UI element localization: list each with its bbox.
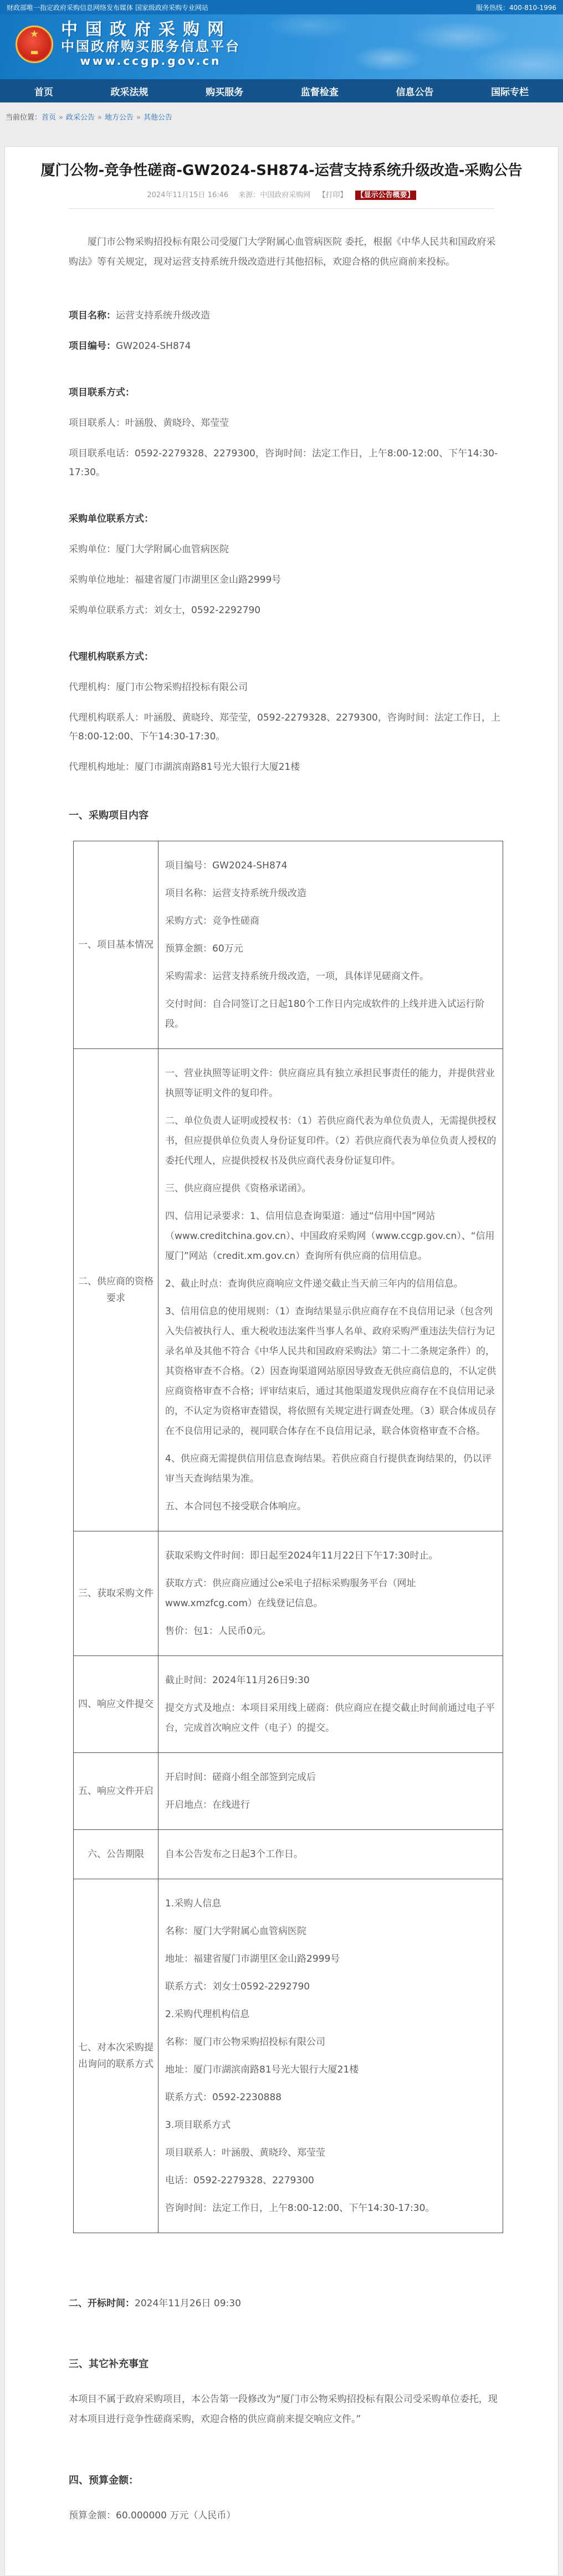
table-paragraph: 五、本合同包不接受联合体响应。 <box>165 1501 306 1512</box>
field-value: 叶涵殷、黄晓玲、郑莹莹，0592-2279328、2279300，咨询时间：法定工作日，上午8:00-12:00、下午14:30-17:30。 <box>69 712 500 742</box>
breadcrumb-link-3[interactable]: 其他公告 <box>143 114 172 122</box>
field-label: 代理机构： <box>69 682 116 693</box>
table-row-content <box>158 841 503 1049</box>
table-paragraph: 2、截止时点：查询供应商响应文件递交截止当天前三年内的信用信息。 <box>165 1278 463 1289</box>
field-row <box>69 601 503 620</box>
table-row-label: 七、对本次采购提出询问的联系方式 <box>74 1879 158 2233</box>
field-row <box>69 306 503 325</box>
breadcrumb-link-0[interactable]: 首页 <box>42 114 57 122</box>
table-paragraph: 地址：厦门市湖滨南路81号光大银行大厦21楼 <box>165 2064 359 2075</box>
bid-opening-time-label: 二、开标时间： <box>69 2298 135 2309</box>
field-row <box>69 708 503 746</box>
table-row <box>74 1049 503 1531</box>
table-row-label: 二、供应商的资格要求 <box>74 1049 158 1531</box>
page-title: 厦门公物-竞争性磋商-GW2024-SH874-运营支持系统升级改造-采购公告 <box>40 162 523 179</box>
table-paragraph: 采购需求：运营支持系统升级改造，一项，具体详见磋商文件。 <box>165 971 429 982</box>
table-paragraph: 预算金额：60万元 <box>165 943 243 954</box>
table-row <box>74 1830 503 1879</box>
field-label: 采购单位联系方式： <box>69 605 153 616</box>
breadcrumb-separator: » <box>98 114 102 122</box>
table-paragraph: 项目编号：GW2024-SH874 <box>165 860 288 871</box>
article-body <box>5 232 558 2526</box>
table-paragraph: 名称：厦门市公物采购招投标有限公司 <box>165 2037 325 2048</box>
table-paragraph: 采购方式：竞争性磋商 <box>165 916 259 927</box>
table-row <box>74 1879 503 2233</box>
table-paragraph: 联系方式：0592-2230888 <box>165 2092 282 2103</box>
source-prefix: 来源： <box>238 191 260 199</box>
table-paragraph: 获取采购文件时间：即日起至2024年11月22日下午17:30时止。 <box>165 1550 438 1561</box>
bid-opening-time-value: 2024年11月26日 09:30 <box>135 2298 241 2309</box>
field-row <box>69 647 503 666</box>
breadcrumb-link-1[interactable]: 政采公告 <box>66 114 95 122</box>
table-paragraph: 交付时间：自合同签订之日起180个工作日内完成软件的上线并进入试运行阶段。 <box>165 999 485 1030</box>
table-paragraph: 地址：福建省厦门市湖里区金山路2999号 <box>165 1953 340 1965</box>
breadcrumb-separator: » <box>59 114 63 122</box>
nav-item-3[interactable]: 监督检查 <box>300 86 339 98</box>
table-paragraph: 四、信用记录要求：1、信用信息查询渠道：通过“信用中国”网站（www.creditchina.gov.cn）、中国政府采购网（www.ccgp.gov.cn）、“信用厦门”网站（credit.xm.gov.cn）查询所有供应商的信用信息。 <box>165 1211 495 1262</box>
intro-paragraph: 厦门市公物采购招投标有限公司受厦门大学附属心血管病医院 委托，根据《中华人民共和国政府采购法》等有关规定，现对运营支持系统升级改造进行其他招标，欢迎合格的供应商前来投标。 <box>69 236 496 268</box>
breadcrumb-link-2[interactable]: 地方公告 <box>104 114 134 122</box>
field-row <box>69 383 503 402</box>
field-label: 项目编号： <box>69 341 116 352</box>
table-paragraph: 2.采购代理机构信息 <box>165 2009 250 2020</box>
main-nav-list <box>0 79 563 102</box>
table-paragraph: 咨询时间：法定工作日，上午8:00-12:00、下午14:30-17:30。 <box>165 2203 435 2214</box>
field-row <box>69 540 503 559</box>
site-banner <box>0 14 563 79</box>
show-summary-button[interactable]: 【显示公告概要】 <box>355 191 416 200</box>
article-meta <box>5 189 558 199</box>
field-row <box>69 510 503 528</box>
field-value: 0592-2279328、2279300，咨询时间：法定工作日，上午8:00-12:00、下午14:30-17:30。 <box>69 448 498 478</box>
table-row <box>74 1531 503 1656</box>
topbar-hotline: 服务热线：400-810-1996 <box>475 3 556 12</box>
table-row-label: 五、响应文件开启 <box>74 1753 158 1830</box>
table-row-content <box>158 1879 503 2233</box>
site-logo-link[interactable] <box>0 14 563 68</box>
main-nav <box>0 79 563 102</box>
supplementary-paragraph: 本项目不属于政府采购项目，本公告第一段修改为“厦门市公物采购招投标有限公司受采购单位委托，现对本项目进行竞争性磋商采购，欢迎合格的供应商前来提交响应文件。” <box>69 2394 498 2425</box>
table-paragraph: 开启时间：磋商小组全部签到完成后 <box>165 1772 316 1783</box>
table-row-content <box>158 1656 503 1753</box>
field-row <box>69 570 503 589</box>
table-paragraph: 项目名称：运营支持系统升级改造 <box>165 888 306 899</box>
field-label: 代理机构联系人： <box>69 712 144 723</box>
divider <box>69 208 494 209</box>
table-row-label: 四、响应文件提交 <box>74 1656 158 1753</box>
announcement-article <box>4 146 559 2576</box>
publish-date: 2024年11月15日 16:46 <box>147 191 229 199</box>
site-url: www.ccgp.gov.cn <box>80 54 222 68</box>
field-label: 项目联系人： <box>69 418 125 429</box>
site-subtitle: 中国政府购买服务信息平台 <box>61 39 240 54</box>
field-label: 采购单位联系方式： <box>69 513 153 525</box>
field-row <box>69 758 503 777</box>
nav-item-4[interactable]: 信息公告 <box>396 86 434 98</box>
field-label: 代理机构联系方式： <box>69 651 153 662</box>
section-heading-procurement-content: 一、采购项目内容 <box>69 810 149 821</box>
field-value: GW2024-SH874 <box>116 341 191 352</box>
procurement-info-table <box>73 841 503 2233</box>
table-paragraph: 自本公告发布之日起3个工作日。 <box>165 1849 303 1860</box>
field-label: 项目名称： <box>69 310 116 321</box>
table-paragraph: 3、信用信息的使用规则：（1）查询结果显示供应商存在不良信用记录（包含列入失信被执行人、重大税收违法案件当事人名单、政府采购严重违法失信行为记录名单及其他不符合《中华人民共和国政府采购法》第二十二条规定条件）的，其资格审查不合格。（2）因查询渠道网站原因导致查无供应商信息的，不认定供应商资格审查不合格；评审结束后，通过其他渠道发现供应商存在不良信用记录的，不认定为资格审查错误，将依照有关规定进行调查处理。（3）联合体成员存在不良信用记录的，视同联合体存在不良信用记录，联合体资格审查不合格。 <box>165 1306 497 1437</box>
field-row <box>69 678 503 697</box>
breadcrumb-prefix: 当前位置： <box>6 114 42 122</box>
table-paragraph: 1.采购人信息 <box>165 1898 222 1909</box>
site-name: 中国政府采购网 <box>61 20 232 39</box>
nav-item-0[interactable]: 首页 <box>34 86 53 98</box>
table-paragraph: 联系方式：刘女士0592-2292790 <box>165 1981 310 1992</box>
section-heading-budget: 四、预算金额： <box>69 2475 139 2486</box>
table-paragraph: 3.项目联系方式 <box>165 2120 231 2131</box>
nav-item-2[interactable]: 购买服务 <box>206 86 244 98</box>
topbar <box>0 0 563 14</box>
section-heading-supplementary: 三、其它补充事宜 <box>69 2358 149 2370</box>
field-row <box>69 414 503 433</box>
table-row-label: 六、公告期限 <box>74 1830 158 1879</box>
table-paragraph: 提交方式及地点：本项目采用线上磋商：供应商应在提交截止时间前通过电子平台，完成首次响应文件（电子）的提交。 <box>165 1703 495 1734</box>
field-label: 项目联系方式： <box>69 387 135 398</box>
field-value: 刘女士，0592-2292790 <box>153 605 261 616</box>
national-emblem-icon <box>16 25 53 63</box>
table-paragraph: 电话：0592-2279328、2279300 <box>165 2175 314 2186</box>
field-value: 叶涵殷、黄晓玲、郑莹莹 <box>125 418 229 429</box>
table-paragraph: 二、单位负责人证明或授权书：（1）若供应商代表为单位负责人，无需提供授权书，但应提供单位负责人身份证复印件。（2）若供应商代表为单位负责人授权的委托代理人，应提供授权书及供应商代表身份证复印件。 <box>165 1115 497 1166</box>
breadcrumb <box>0 102 563 130</box>
contact-fields <box>69 306 503 777</box>
nav-item-1[interactable]: 政采法规 <box>110 86 149 98</box>
table-row <box>74 1753 503 1830</box>
field-label: 代理机构地址： <box>69 762 135 773</box>
field-value: 厦门大学附属心血管病医院 <box>116 544 229 555</box>
bid-opening-time <box>69 2294 503 2313</box>
table-paragraph: 项目联系人：叶涵殷、黄晓玲、郑莹莹 <box>165 2147 325 2158</box>
table-row-content <box>158 1753 503 1830</box>
table-row-content <box>158 1531 503 1656</box>
field-value: 厦门市湖滨南路81号光大银行大厦21楼 <box>135 762 300 773</box>
topbar-slogan: 财政部唯一指定政府采购信息网络发布媒体 国家级政府采购专业网站 <box>7 3 208 12</box>
site-brand-text <box>61 21 240 68</box>
field-label: 项目联系电话： <box>69 448 135 459</box>
field-value: 厦门市公物采购招投标有限公司 <box>116 682 248 693</box>
breadcrumb-separator: » <box>136 114 141 122</box>
table-paragraph: 获取方式：供应商应通过公e采电子招标采购服务平台（网址www.xmzfcg.com）在线登记信息。 <box>165 1578 416 1609</box>
budget-amount-line: 预算金额：60.000000 万元（人民币） <box>69 2510 236 2521</box>
table-paragraph: 三、供应商应提供《资格承诺函》。 <box>165 1183 311 1194</box>
table-paragraph: 名称：厦门大学附属心血管病医院 <box>165 1926 306 1937</box>
source-name: 中国政府采购网 <box>260 191 311 199</box>
field-label: 采购单位： <box>69 544 116 555</box>
nav-item-5[interactable]: 国际专栏 <box>491 86 529 98</box>
field-label: 采购单位地址： <box>69 574 135 585</box>
field-row <box>69 337 503 356</box>
table-row-content <box>158 1830 503 1879</box>
table-row-label: 三、获取采购文件 <box>74 1531 158 1656</box>
table-row <box>74 1656 503 1753</box>
table-paragraph: 开启地点：在线进行 <box>165 1799 250 1811</box>
field-row <box>69 444 503 482</box>
print-button[interactable]: 【打印】 <box>318 191 347 199</box>
table-row-label: 一、项目基本情况 <box>74 841 158 1049</box>
field-value: 福建省厦门市湖里区金山路2999号 <box>135 574 282 585</box>
table-paragraph: 截止时间：2024年11月26日9:30 <box>165 1675 310 1686</box>
table-row-content <box>158 1049 503 1531</box>
table-paragraph: 一、营业执照等证明文件：供应商应具有独立承担民事责任的能力，并提供营业执照等证明文件的复印件。 <box>165 1068 495 1099</box>
field-value: 运营支持系统升级改造 <box>116 310 210 321</box>
table-paragraph: 售价：包1：人民币0元。 <box>165 1626 272 1637</box>
table-paragraph: 4、供应商无需提供信用信息查询结果。若供应商自行提供查询结果的，仍以评审当天查询结果为准。 <box>165 1453 492 1484</box>
table-row <box>74 841 503 1049</box>
